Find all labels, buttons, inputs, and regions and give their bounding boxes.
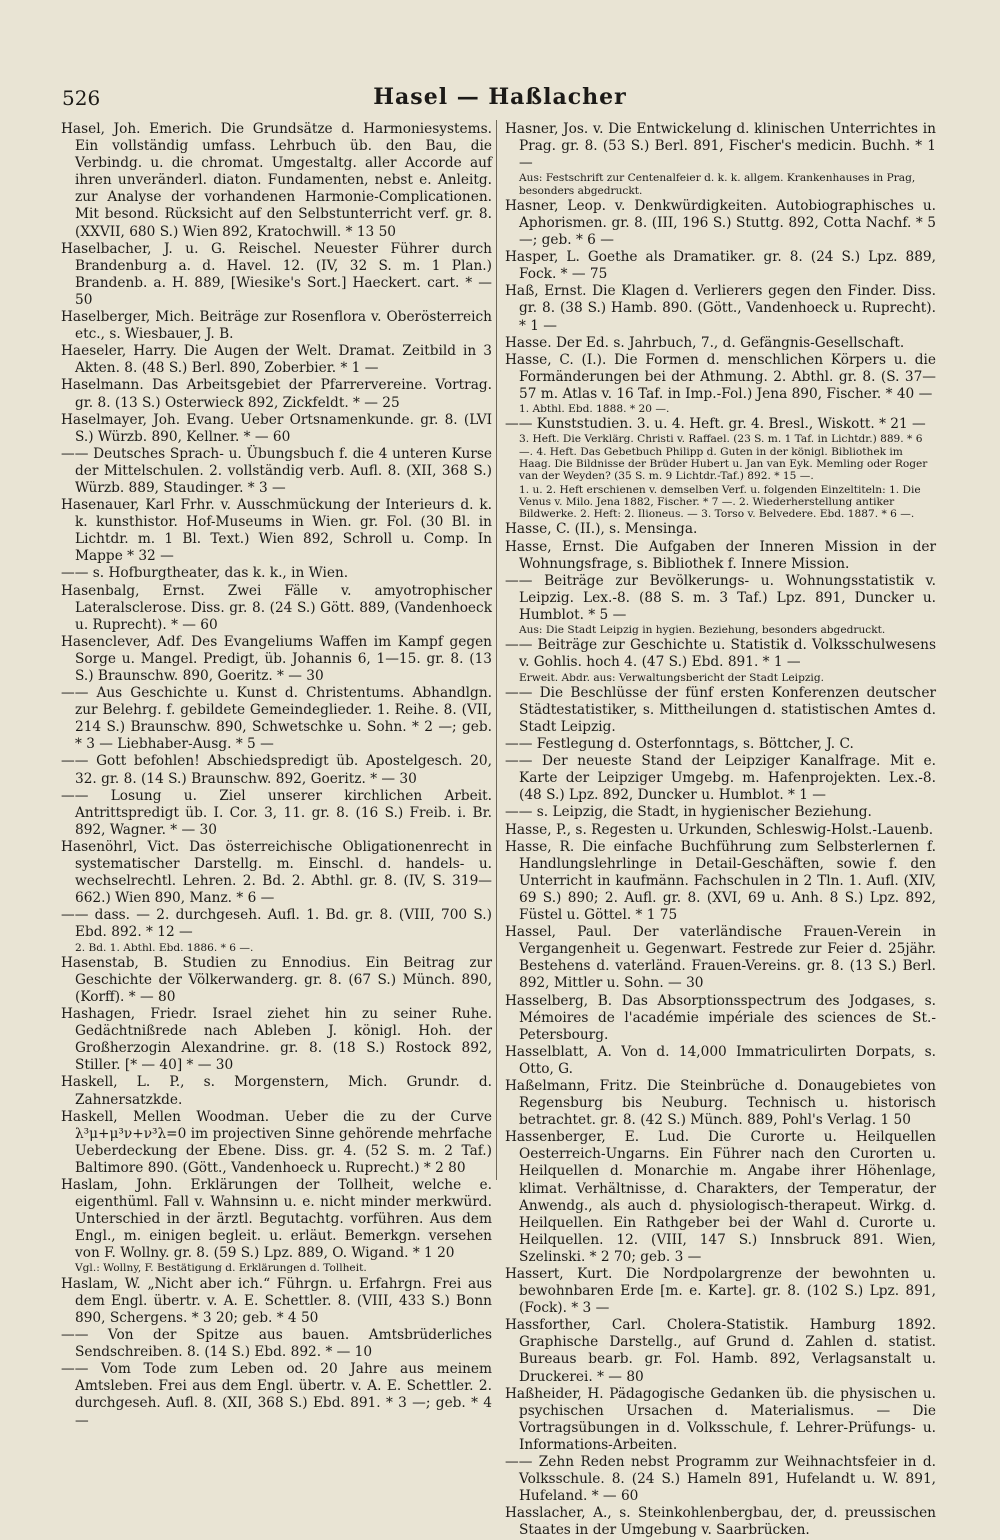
catalog-entry: Hasse, R. Die einfache Buchführung zum Selbsterlernen f. Handlungslehrlinge in Detail-Geschäften, sowie f. den Unterricht in kaufmänn. Fachschulen in 2 Tln. 1. Aufl. (XIV, 69 S.) 890; 2. Aufl. gr. 8. (XVI, 69 u. Anh. 8 S.) Lpz. 892, Füstel u. Göttel. * 1 75 — [505, 838, 936, 924]
catalog-entry: —— Deutsches Sprach- u. Übungsbuch f. die 4 unteren Kurse der Mittelschulen. 2. vollständig verb. Aufl. 8. (XII, 368 S.) Würzb. 889, Staudinger. * 3 — — [61, 445, 492, 496]
catalog-entry: —— Zehn Reden nebst Programm zur Weihnachtsfeier in d. Volksschule. 8. (24 S.) Hameln 891, Hufelandt u. W. 891, Hufeland. * — 60 — [505, 1454, 936, 1505]
page-number: 526 — [62, 86, 101, 110]
catalog-entry: Haselmayer, Joh. Evang. Ueber Ortsnamenkunde. gr. 8. (LVI S.) Würzb. 890, Kellner. * — 60 — [61, 411, 492, 445]
catalog-entry: Hasse, P., s. Regesten u. Urkunden, Schleswig-Holst.-Lauenb. — [505, 821, 934, 838]
catalog-entry: —— s. Hofburgtheater, das k. k., in Wien. — [61, 565, 349, 582]
catalog-entry: Hashagen, Friedr. Israel ziehet hin zu seiner Ruhe. Gedächtnißrede nach Ableben J. königl. Hoh. der Großherzogin Alexandrine. gr. 8. (18 S.) Rostock 892, Stiller. [* — 40] * — 30 — [61, 1006, 492, 1074]
catalog-note: 1. Abthl. Ebd. 1888. * 20 —. — [519, 403, 670, 415]
catalog-entry: Hassenberger, E. Lud. Die Curorte u. Heilquellen Oesterreich-Ungarns. Ein Führer nach den Curorten u. Heilquellen d. Monarchie m. Angabe ihrer Höhenlage, klimat. Verhältnisse, d. Charakters, der Temperatur, der Anwendg., als auch d. physiologisch-therapeut. Wirkg. d. Heilquellen. Ein Rathgeber bei der Wahl d. Curorte u. Heilquellen. 12. (VIII, 147 S.) Innsbruck 891. Wien, Szelinski. * 2 70; geb. 3 — — [505, 1129, 936, 1265]
catalog-entry: Haselberger, Mich. Beiträge zur Rosenflora v. Oberösterreich etc., s. Wiesbauer, J. B. — [61, 309, 492, 343]
catalog-note: 3. Heft. Die Verklärg. Christi v. Raffael. (23 S. m. 1 Taf. in Lichtdr.) 889. * 6 —. 4. Heft. Das Gebetbuch Philipp d. Guten in der königl. Bibliothek im Haag. Die Bildnisse der Brüder Hubert u. Jan van Eyk. Memling oder Roger van der Weyden? (35 S. m. 9 Lichtdr.-Taf.) 892. * 15 —. — [519, 433, 928, 483]
catalog-entry: Haeseler, Harry. Die Augen der Welt. Dramat. Zeitbild in 3 Akten. 8. (48 S.) Berl. 890, Zoberbier. * 1 — — [61, 343, 492, 377]
catalog-note: Vgl.: Wollny, F. Bestätigung d. Erklärungen d. Tollheit. — [75, 1262, 367, 1275]
catalog-entry: Hasper, L. Goethe als Dramatiker. gr. 8. (24 S.) Lpz. 889, Fock. * — 75 — [505, 249, 936, 283]
catalog-entry: —— Vom Tode zum Leben od. 20 Jahre aus meinem Amtsleben. Frei aus dem Engl. übertr. v. A. E. Schettler. 2. durchgeseh. Aufl. 8. (XII, 368 S.) Ebd. 891. * 3 —; geb. * 4 — — [61, 1361, 492, 1429]
catalog-entry: Haslam, W. „Nicht aber ich.“ Führgn. u. Erfahrgn. Frei aus dem Engl. übertr. v. A. E. Schettler. 8. (VIII, 433 S.) Bonn 890, Schergens. * 3 20; geb. * 4 50 — [61, 1275, 492, 1326]
catalog-entry: Haskell, L. P., s. Morgenstern, Mich. Grundr. d. Zahnersatzkde. — [61, 1074, 492, 1108]
catalog-note: Aus: Festschrift zur Centenalfeier d. k. k. allgem. Krankenhauses in Prag, besonders abgedruckt. — [519, 172, 916, 197]
catalog-entry: Hasselblatt, A. Von d. 14,000 Immatriculirten Dorpats, s. Otto, G. — [505, 1043, 936, 1077]
catalog-entry: —— dass. — 2. durchgeseh. Aufl. 1. Bd. gr. 8. (VIII, 700 S.) Ebd. 892. * 12 — — [61, 907, 492, 941]
catalog-entry: Hassforther, Carl. Cholera-Statistik. Hamburg 1892. Graphische Darstellg., auf Grund d. Zahlen d. statist. Bureaus bearb. gr. Fol. Hamb. 892, Verlagsanstalt u. Druckerei. * — 80 — [505, 1317, 936, 1385]
page-header — [60, 86, 940, 116]
catalog-entry: Hasner, Jos. v. Die Entwickelung d. klinischen Unterrichtes in Prag. gr. 8. (53 S.) Berl. 891, Fischer's medicin. Buchh. * 1 — — [505, 121, 936, 172]
catalog-entry: Haßelmann, Fritz. Die Steinbrüche d. Donaugebietes von Regensburg bis Neuburg. Technisch u. historisch betrachtet. gr. 8. (42 S.) Münch. 889, Pohl's Verlag. 1 50 — [505, 1077, 936, 1129]
catalog-entry: —— Festlegung d. Osterfonntags, s. Böttcher, J. C. — [505, 736, 854, 753]
catalog-entry: —— Gott befohlen! Abschiedspredigt üb. Apostelgesch. 20, 32. gr. 8. (14 S.) Braunschw. 892, Goeritz. * — 30 — [61, 753, 492, 787]
catalog-note: Erweit. Abdr. aus: Verwaltungsbericht der Stadt Leipzig. — [519, 671, 824, 684]
catalog-entry: —— Beiträge zur Bevölkerungs- u. Wohnungsstatistik v. Leipzig. Lex.-8. (88 S. m. 3 Taf.) Lpz. 891, Duncker u. Humblot. * 5 — — [505, 572, 936, 623]
catalog-note: 2. Bd. 1. Abthl. Ebd. 1886. * 6 —. — [75, 941, 254, 954]
catalog-entry: —— Beiträge zur Geschichte u. Statistik d. Volksschulwesens v. Gohlis. hoch 4. (47 S.) Ebd. 891. * 1 — — [505, 637, 936, 671]
catalog-entry: Hasse, Ernst. Die Aufgaben der Inneren Mission in der Wohnungsfrage, s. Bibliothek f. Innere Mission. — [505, 538, 936, 572]
catalog-entry: Haslam, John. Erklärungen der Tollheit, welche e. eigenthüml. Fall v. Wahnsinn u. e. nicht minder merkwürd. Unterschied in der ärztl. Begutachtg. vorführen. Aus dem Engl., m. einigen begleit. u. erläut. Bemerkgn. versehen von F. Wollny. gr. 8. (59 S.) Lpz. 889, O. Wigand. * 1 20 — [61, 1177, 492, 1262]
catalog-entry: —— Aus Geschichte u. Kunst d. Christentums. Abhandlgn. zur Belehrg. f. gebildete Gemeindeglieder. 1. Reihe. 8. (VII, 214 S.) Braunschw. 890, Schwetschke u. Sohn. * 2 —; geb. * 3 — Liebhaber-Ausg. * 5 — — [61, 685, 492, 753]
catalog-entry: Hasenauer, Karl Frhr. v. Ausschmückung der Interieurs d. k. k. kunsthistor. Hof-Museums in Wien. gr. Fol. (30 Bl. in Lichtdr. m. 1 Bl. Text.) Wien 892, Schroll u. Comp. In Mappe * 32 — — [61, 497, 492, 565]
catalog-entry: Hasse. Der Ed. s. Jahrbuch, 7., d. Gefängnis-Gesellschaft. — [505, 334, 905, 351]
catalog-entry: Hasenclever, Adf. Des Evangeliums Waffen im Kampf gegen Sorge u. Mangel. Predigt, üb. Johannis 6, 1—15. gr. 8. (13 S.) Braunschw. 890, Goeritz. * — 30 — [61, 633, 492, 684]
catalog-note: 1. u. 2. Heft erschienen v. demselben Verf. u. folgenden Einzeltiteln: 1. Die Venus v. Milo. Jena 1882, Fischer. * 7 —. 2. Wiederherstellung antiker Bildwerke. 2. Heft: 2. Ilioneus. — 3. Torso v. Belvedere. Ebd. 1887. * 6 —. — [519, 483, 921, 521]
catalog-note: Aus: Die Stadt Leipzig in hygien. Beziehung, besonders abgedruckt. — [519, 624, 886, 637]
catalog-entry: Haselmann. Das Arbeitsgebiet der Pfarrervereine. Vortrag. gr. 8. (13 S.) Osterwieck 892, Zickfeldt. * — 25 — [61, 377, 492, 411]
catalog-entry: Hassert, Kurt. Die Nordpolargrenze der bewohnten u. bewohnbaren Erde [m. e. Karte]. gr. 8. (102 S.) Lpz. 891, (Fock). * 3 — — [505, 1266, 936, 1317]
catalog-entry: Haßheider, H. Pädagogische Gedanken üb. die physischen u. psychischen Ursachen d. Materialismus. — Die Vortragsübungen in d. Volksschule, f. Lehrer-Prüfungs- u. Informations-Arbeiten. — [505, 1385, 936, 1453]
catalog-entry: —— Von der Spitze aus bauen. Amtsbrüderliches Sendschreiben. 8. (14 S.) Ebd. 892. * — 10 — [61, 1327, 492, 1361]
catalog-entry: Hasse, C. (I.). Die Formen d. menschlichen Körpers u. die Formänderungen bei der Athmung. 2. Abthl. gr. 8. (S. 37—57 m. Atlas v. 16 Taf. in Imp.-Fol.) Jena 890, Fischer. * 40 — — [505, 351, 936, 402]
catalog-entry: —— Die Beschlüsse der fünf ersten Konferenzen deutscher Städtestatistiker, s. Mittheilungen d. statistischen Amtes d. Stadt Leipzig. — [505, 684, 936, 735]
column-divider — [496, 120, 497, 1180]
catalog-entry: Hasner, Leop. v. Denkwürdigkeiten. Autobiographisches u. Aphorismen. gr. 8. (III, 196 S.) Stuttg. 892, Cotta Nachf. * 5 —; geb. * 6 — — [505, 197, 936, 249]
catalog-entry: Hasel, Joh. Emerich. Die Grundsätze d. Harmoniesystems. Ein vollständig umfass. Lehrbuch üb. den Bau, die Verbindg. u. die chromat. Umgestaltg. aller Accorde auf ihren unveränderl. diaton. Fundamenten, nebst e. Anleitg. zur Analyse der vorhandenen Harmonie-Complicationen. Mit besond. Rücksicht auf den Selbstunterricht verf. gr. 8. (XXVII, 680 S.) Wien 892, Kratochwill. * 13 50 — [61, 121, 492, 240]
catalog-entry: —— Der neueste Stand der Leipziger Kanalfrage. Mit e. Karte der Leipziger Umgebg. m. Hafenprojekten. Lex.-8. (48 S.) Lpz. 892, Duncker u. Humblot. * 1 — — [505, 753, 936, 804]
catalog-entry: —— Kunststudien. 3. u. 4. Heft. gr. 4. Bresl., Wiskott. * 21 — — [505, 416, 926, 433]
catalog-entry: Haskell, Mellen Woodman. Ueber die zu der Curve λ³μ+μ³ν+ν³λ=0 im projectiven Sinne gehörende mehrfache Ueberdeckung der Ebene. Diss. gr. 4. (52 S. m. 2 Taf.) Baltimore 890. (Gött., Vandenhoeck u. Ruprecht.) * 2 80 — [61, 1108, 492, 1176]
right-column — [505, 121, 936, 1539]
catalog-entry: —— Losung u. Ziel unserer kirchlichen Arbeit. Antrittspredigt üb. I. Cor. 3, 11. gr. 8. (16 S.) Freib. i. Br. 892, Wagner. * — 30 — [61, 787, 492, 838]
catalog-entry: Hasselberg, B. Das Absorptionsspectrum des Jodgases, s. Mémoires de l'académie impériale des sciences de St.-Petersbourg. — [505, 992, 936, 1043]
catalog-entry: Hasslacher, A., s. Steinkohlenbergbau, der, d. preussischen Staates in der Umgebung v. Saarbrücken. — [505, 1505, 936, 1539]
catalog-entry: —— s. Leipzig, die Stadt, in hygienischer Beziehung. — [505, 804, 872, 821]
catalog-entry: Hasenöhrl, Vict. Das österreichische Obligationenrecht in systematischer Darstellg. m. Einschl. d. handels- u. wechselrechtl. Lehren. 2. Bd. 2. Abthl. gr. 8. (IV, S. 319—662.) Wien 890, Manz. * 6 — — [61, 838, 492, 907]
catalog-entry: Hasenstab, B. Studien zu Ennodius. Ein Beitrag zur Geschichte der Völkerwanderg. gr. 8. (67 S.) Münch. 890, (Korff). * — 80 — [61, 954, 492, 1005]
running-title: Hasel — Haßlacher — [373, 84, 627, 110]
catalog-entry: Hassel, Paul. Der vaterländische Frauen-Verein in Vergangenheit u. Gegenwart. Festrede zur Feier d. 25jähr. Bestehens d. vaterländ. Frauen-Vereins. gr. 8. (13 S.) Berl. 892, Mittler u. Sohn. — 30 — [505, 924, 936, 992]
left-column — [61, 121, 492, 1429]
catalog-entry: Hasenbalg, Ernst. Zwei Fälle v. amyotrophischer Lateralsclerose. Diss. gr. 8. (24 S.) Gött. 889, (Vandenhoeck u. Ruprecht). * — 60 — [61, 582, 492, 633]
catalog-entry: Haß, Ernst. Die Klagen d. Verlierers gegen den Finder. Diss. gr. 8. (38 S.) Hamb. 890. (Gött., Vandenhoeck u. Ruprecht). * 1 — — [505, 283, 936, 334]
catalog-entry: Haselbacher, J. u. G. Reischel. Neuester Führer durch Brandenburg a. d. Havel. 12. (IV, 32 S. m. 1 Plan.) Brandenb. a. H. 889, [Wiesike's Sort.] Haeckert. cart. * — 50 — [61, 240, 492, 308]
catalog-entry: Hasse, C. (II.), s. Mensinga. — [505, 521, 698, 538]
